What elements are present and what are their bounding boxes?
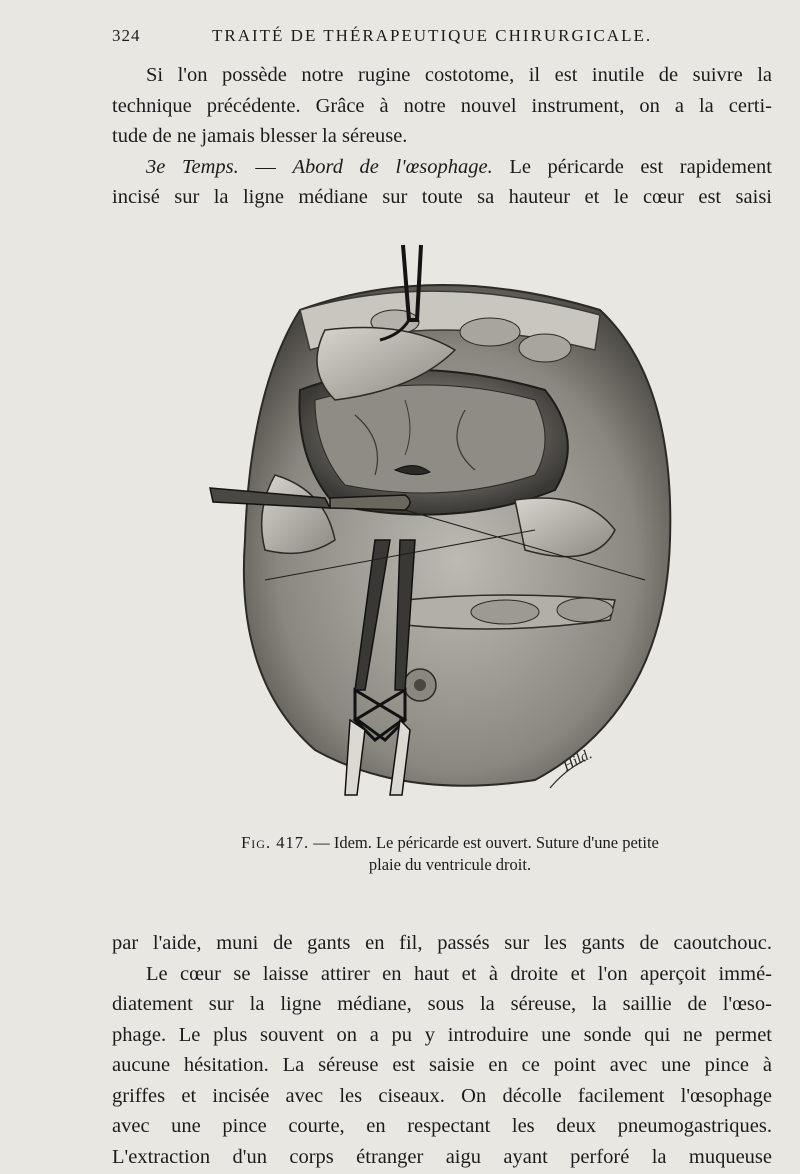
text-line: avec une pince courte, en respectant les deux pneumogastriques. [112,1115,772,1137]
text-line: aucune hésitation. La séreuse est saisie en ce point avec une pince à [112,1054,772,1076]
page-header [112,24,772,50]
text-line: L'extraction d'un corps étranger aigu ayant perforé la muqueuse [112,1145,772,1168]
text-line: diatement sur la ligne médiane, sous la séreuse, la saillie de l'œso- [112,993,772,1015]
top-text-block [112,60,772,213]
text-line: Le cœur se laisse attirer en haut et à droite et l'on aperçoit immé- [146,962,772,985]
surgical-illustration [205,240,685,805]
temps-line1-rest: Le péricarde est rapidement [492,155,772,178]
page-number: 324 [112,26,141,45]
bottom-text-block [112,928,772,1172]
text-line: technique précédente. Grâce à notre nouvel instrument, on a la certi- [112,94,772,117]
text-line: tude de ne jamais blesser la séreuse. [112,125,408,147]
text-line: Si l'on possède notre rugine costotome, il est inutile de suivre la [146,64,772,86]
temps-label: 3e Temps. [146,155,239,178]
caption-line-2: plaie du ventricule droit. [368,855,532,874]
artist-signature: Hild. [560,746,595,775]
figure-caption [190,832,710,876]
temps-heading-line [112,152,772,183]
text-line: incisé sur la ligne médiane sur toute sa hauteur et le cœur est saisi [112,186,772,208]
text-line: griffes et incisée avec les ciseaux. On décolle facilement l'œsophage [112,1084,772,1107]
running-head: TRAITÉ DE THÉRAPEUTIQUE CHIRURGICALE. [212,26,653,45]
text-line: phage. Le plus souvent on a pu y introduire une sonde qui ne permet [112,1023,772,1046]
caption-text-1: — Idem. Le péricarde est ouvert. Suture d'une petite [309,833,659,852]
caption-figure-number: Fig. 417. [241,833,310,852]
temps-dash: — [238,155,293,178]
caption-line-1 [190,832,710,854]
temps-heading: Abord de l'œsophage. [292,155,493,178]
text-line: par l'aide, muni de gants en fil, passés sur les gants de caoutchouc. [112,932,772,954]
